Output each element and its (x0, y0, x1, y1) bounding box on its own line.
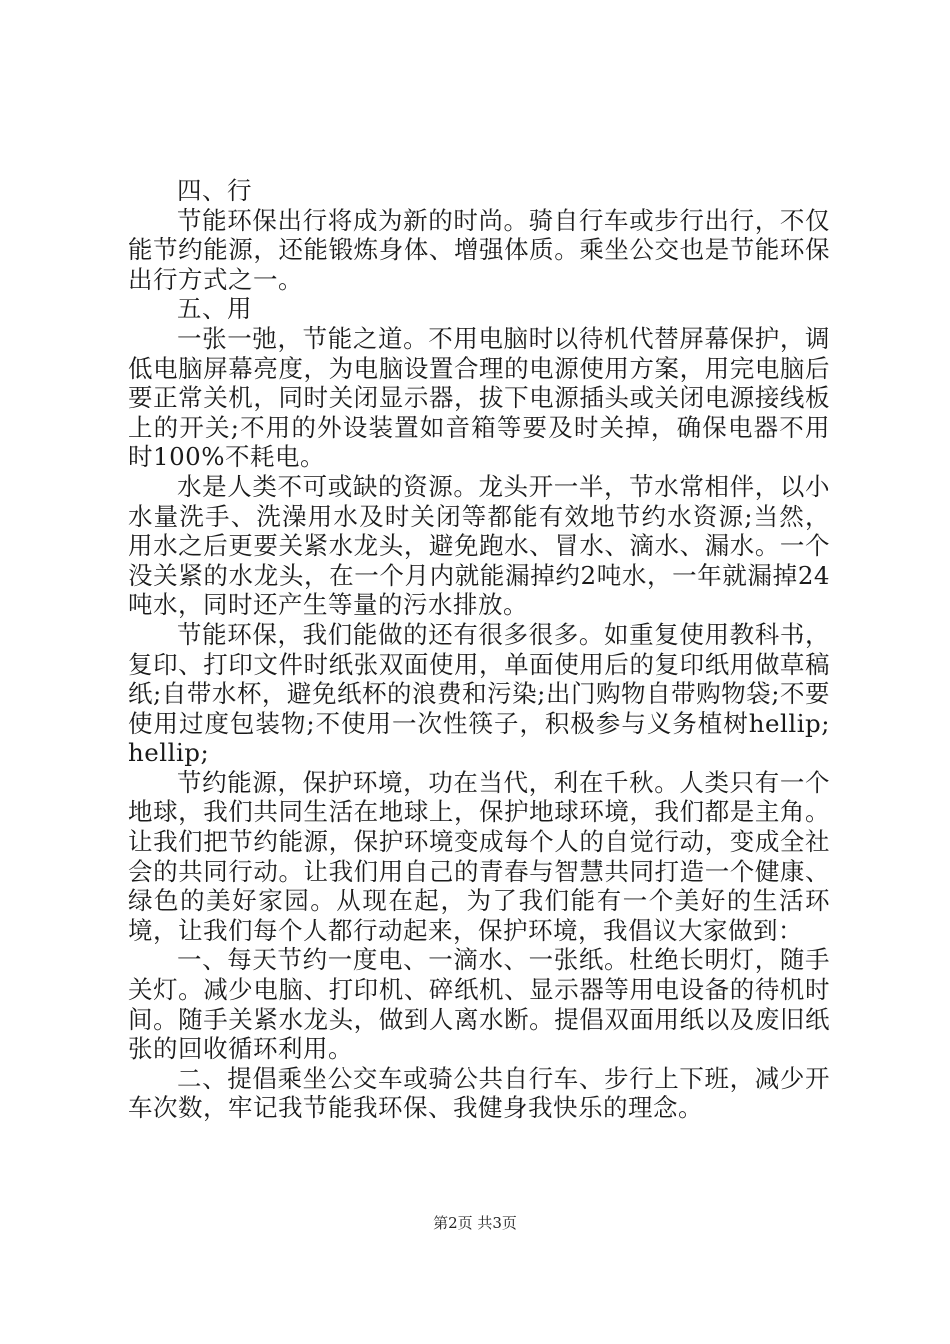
paragraph-computer-power: 一张一弛，节能之道。不用电脑时以待机代替屏幕保护，调低电脑屏幕亮度，为电脑设置合理的电源使用方案，用完电脑后要正常关机，同时关闭显示器，拔下电源插头或关闭电源接线板上的开关;不用的外设装置如音箱等要及时关掉，确保电器不用时100%不耗电。 (128, 323, 830, 472)
paragraph-more-actions: 节能环保，我们能做的还有很多很多。如重复使用教科书，复印、打印文件时纸张双面使用，单面使用后的复印纸用做草稿纸;自带水杯，避免纸杯的浪费和污染;出门购物自带购物袋;不要使用过度包装物;不使用一次性筷子，积极参与义务植树hellip;hellip; (128, 619, 830, 768)
proposal-item-1: 一、每天节约一度电、一滴水、一张纸。杜绝长明灯，随手关灯。减少电脑、打印机、碎纸机、显示器等用电设备的待机时间。随手关紧水龙头，做到人离水断。提倡双面用纸以及废旧纸张的回收循环利用。 (128, 945, 830, 1064)
paragraph-water: 水是人类不可或缺的资源。龙头开一半，节水常相伴，以小水量洗手、洗澡用水及时关闭等都能有效地节约水资源;当然，用水之后更要关紧水龙头，避免跑水、冒水、滴水、漏水。一个没关紧的水龙头，在一个月内就能漏掉约2吨水，一年就漏掉24吨水，同时还产生等量的污水排放。 (128, 471, 830, 620)
document-body (128, 176, 830, 1123)
section-heading-xing: 四、行 (177, 176, 252, 205)
paragraph-travel: 节能环保出行将成为新的时尚。骑自行车或步行出行，不仅能节约能源，还能锻炼身体、增强体质。乘坐公交也是节能环保出行方式之一。 (128, 205, 830, 294)
page-number-footer: 第2页 共3页 (433, 1214, 517, 1232)
proposal-item-2: 二、提倡乘坐公交车或骑公共自行车、步行上下班，减少开车次数，牢记我节能我环保、我健身我快乐的理念。 (128, 1063, 830, 1123)
paragraph-proposal-intro: 节约能源，保护环境，功在当代，利在千秋。人类只有一个地球，我们共同生活在地球上，保护地球环境，我们都是主角。让我们把节约能源，保护环境变成每个人的自觉行动，变成全社会的共同行动。让我们用自己的青春与智慧共同打造一个健康、绿色的美好家园。从现在起，为了我们能有一个美好的生活环境，让我们每个人都行动起来，保护环境，我倡议大家做到： (128, 767, 830, 945)
section-heading-yong: 五、用 (177, 294, 252, 324)
